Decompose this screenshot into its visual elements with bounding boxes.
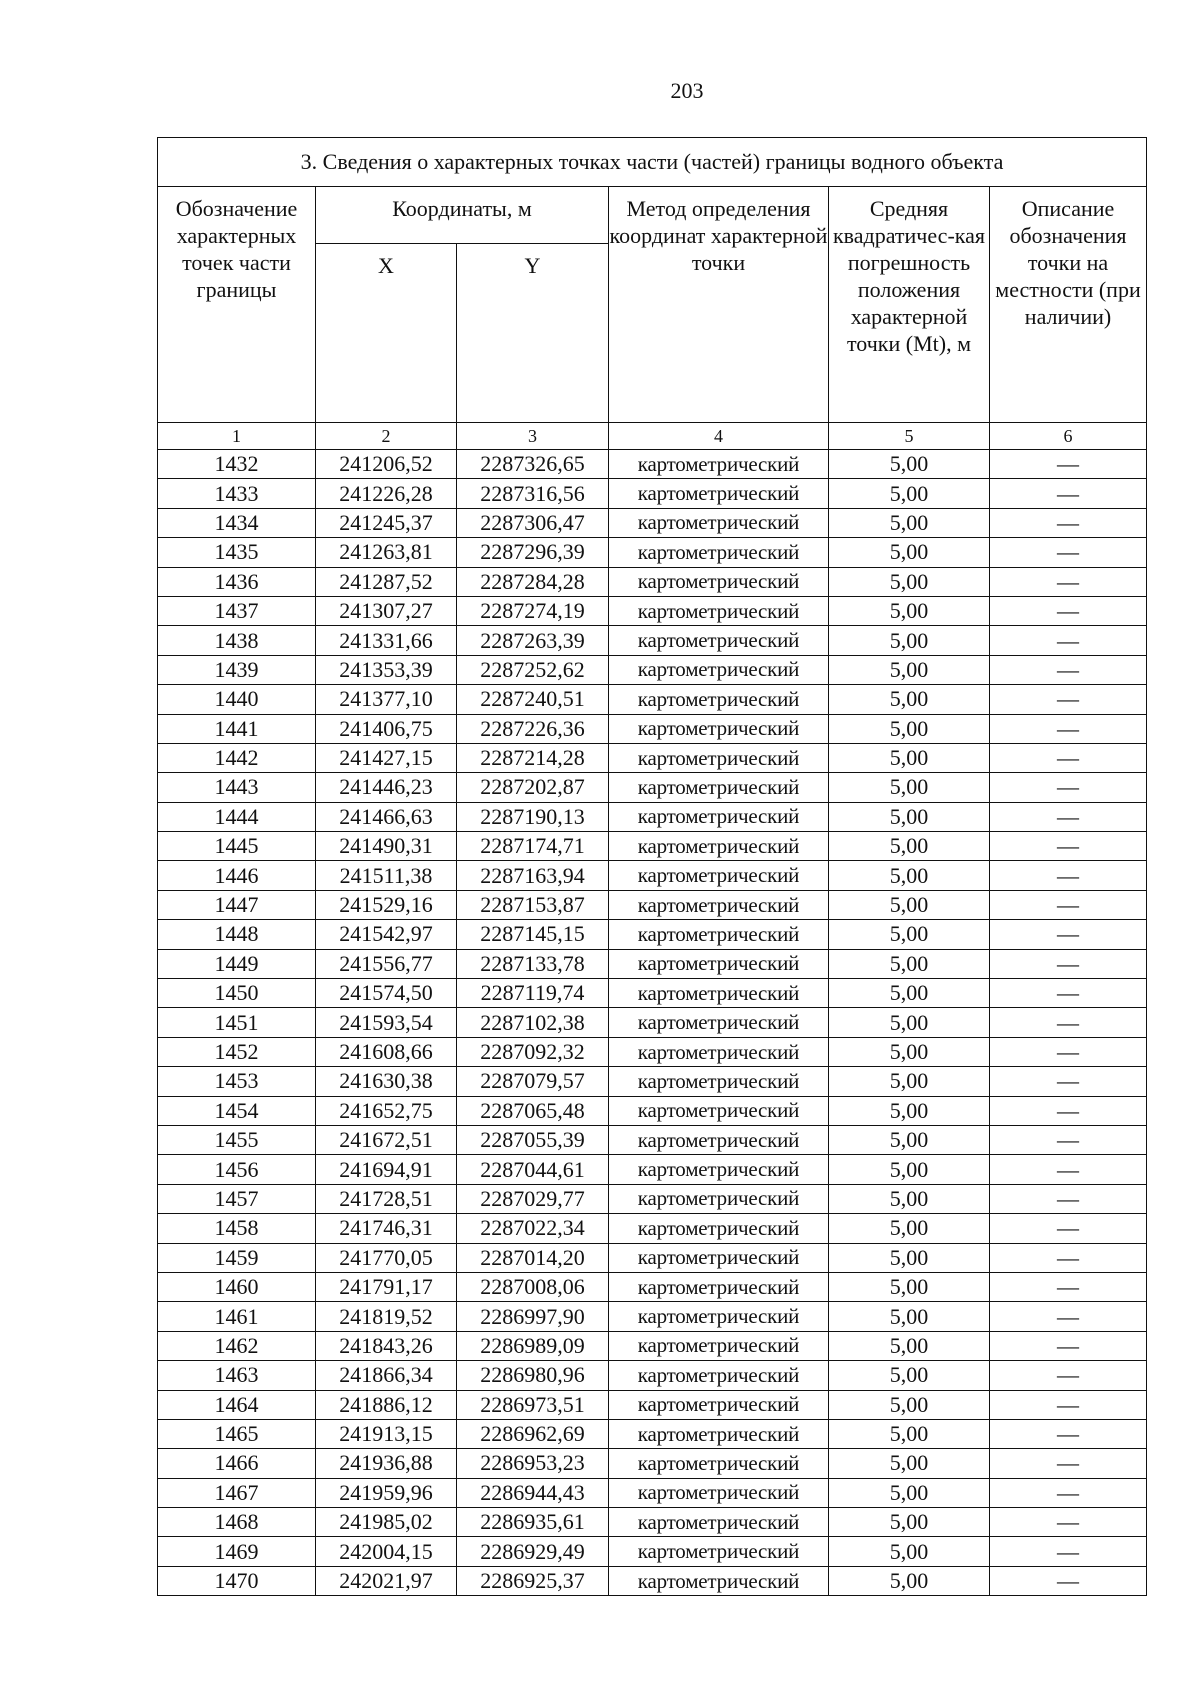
table-row xyxy=(158,1272,1147,1301)
cell-method: картометрический xyxy=(609,714,829,743)
cell-y: 2286929,49 xyxy=(457,1537,609,1566)
cell-mt: 5,00 xyxy=(829,685,990,714)
cell-mt: 5,00 xyxy=(829,920,990,949)
cell-point: 1470 xyxy=(158,1566,316,1595)
cell-description: — xyxy=(990,773,1147,802)
cell-y: 2287008,06 xyxy=(457,1272,609,1301)
cell-mt: 5,00 xyxy=(829,1566,990,1595)
cell-description: — xyxy=(990,626,1147,655)
cell-mt: 5,00 xyxy=(829,1478,990,1507)
table-row xyxy=(158,920,1147,949)
cell-y: 2287055,39 xyxy=(457,1125,609,1154)
table-row xyxy=(158,626,1147,655)
cell-mt: 5,00 xyxy=(829,1008,990,1037)
cell-method: картометрический xyxy=(609,538,829,567)
cell-point: 1460 xyxy=(158,1272,316,1301)
cell-y: 2287174,71 xyxy=(457,832,609,861)
cell-x: 241770,05 xyxy=(316,1243,457,1272)
cell-description: — xyxy=(990,1272,1147,1301)
table-row xyxy=(158,802,1147,831)
cell-mt: 5,00 xyxy=(829,596,990,625)
cell-method: картометрический xyxy=(609,450,829,479)
cell-method: картометрический xyxy=(609,1272,829,1301)
cell-mt: 5,00 xyxy=(829,1449,990,1478)
cell-description: — xyxy=(990,685,1147,714)
cell-point: 1450 xyxy=(158,979,316,1008)
cell-point: 1448 xyxy=(158,920,316,949)
cell-x: 241819,52 xyxy=(316,1302,457,1331)
table-caption-row xyxy=(158,138,1147,187)
cell-method: картометрический xyxy=(609,949,829,978)
cell-point: 1439 xyxy=(158,655,316,684)
table-row xyxy=(158,538,1147,567)
cell-method: картометрический xyxy=(609,1390,829,1419)
cell-method: картометрический xyxy=(609,1243,829,1272)
table-row xyxy=(158,949,1147,978)
cell-x: 241206,52 xyxy=(316,450,457,479)
cell-x: 241672,51 xyxy=(316,1125,457,1154)
cell-x: 241406,75 xyxy=(316,714,457,743)
cell-x: 241866,34 xyxy=(316,1361,457,1390)
cell-method: картометрический xyxy=(609,1478,829,1507)
cell-x: 241353,39 xyxy=(316,655,457,684)
cell-description: — xyxy=(990,1419,1147,1448)
cell-x: 242004,15 xyxy=(316,1537,457,1566)
cell-x: 241728,51 xyxy=(316,1184,457,1213)
cell-method: картометрический xyxy=(609,1419,829,1448)
cell-point: 1438 xyxy=(158,626,316,655)
table-row xyxy=(158,655,1147,684)
cell-x: 242021,97 xyxy=(316,1566,457,1595)
cell-x: 241913,15 xyxy=(316,1419,457,1448)
cell-x: 241593,54 xyxy=(316,1008,457,1037)
cell-point: 1436 xyxy=(158,567,316,596)
cell-method: картометрический xyxy=(609,1331,829,1360)
column-number: 2 xyxy=(316,423,457,450)
cell-x: 241556,77 xyxy=(316,949,457,978)
cell-point: 1452 xyxy=(158,1037,316,1066)
column-number: 5 xyxy=(829,423,990,450)
cell-description: — xyxy=(990,1037,1147,1066)
cell-point: 1443 xyxy=(158,773,316,802)
cell-description: — xyxy=(990,1566,1147,1595)
cell-y: 2287284,28 xyxy=(457,567,609,596)
cell-description: — xyxy=(990,861,1147,890)
cell-y: 2287119,74 xyxy=(457,979,609,1008)
cell-description: — xyxy=(990,1125,1147,1154)
cell-method: картометрический xyxy=(609,1037,829,1066)
cell-y: 2287092,32 xyxy=(457,1037,609,1066)
cell-y: 2287163,94 xyxy=(457,861,609,890)
cell-description: — xyxy=(990,979,1147,1008)
cell-y: 2287252,62 xyxy=(457,655,609,684)
table-row xyxy=(158,1096,1147,1125)
cell-point: 1455 xyxy=(158,1125,316,1154)
cell-x: 241574,50 xyxy=(316,979,457,1008)
cell-method: картометрический xyxy=(609,1508,829,1537)
cell-method: картометрический xyxy=(609,655,829,684)
cell-method: картометрический xyxy=(609,1155,829,1184)
cell-y: 2286989,09 xyxy=(457,1331,609,1360)
table-row xyxy=(158,1243,1147,1272)
cell-x: 241529,16 xyxy=(316,890,457,919)
cell-description: — xyxy=(990,538,1147,567)
cell-description: — xyxy=(990,450,1147,479)
cell-y: 2286935,61 xyxy=(457,1508,609,1537)
cell-x: 241287,52 xyxy=(316,567,457,596)
cell-method: картометрический xyxy=(609,1361,829,1390)
cell-mt: 5,00 xyxy=(829,1243,990,1272)
cell-y: 2287240,51 xyxy=(457,685,609,714)
cell-y: 2287102,38 xyxy=(457,1008,609,1037)
cell-x: 241511,38 xyxy=(316,861,457,890)
cell-x: 241886,12 xyxy=(316,1390,457,1419)
table-row xyxy=(158,890,1147,919)
cell-mt: 5,00 xyxy=(829,479,990,508)
cell-point: 1465 xyxy=(158,1419,316,1448)
cell-point: 1462 xyxy=(158,1331,316,1360)
cell-description: — xyxy=(990,1478,1147,1507)
cell-method: картометрический xyxy=(609,1008,829,1037)
cell-x: 241226,28 xyxy=(316,479,457,508)
table-row xyxy=(158,1537,1147,1566)
cell-point: 1459 xyxy=(158,1243,316,1272)
cell-x: 241652,75 xyxy=(316,1096,457,1125)
cell-x: 241791,17 xyxy=(316,1272,457,1301)
cell-x: 241694,91 xyxy=(316,1155,457,1184)
cell-point: 1449 xyxy=(158,949,316,978)
table-row xyxy=(158,508,1147,537)
boundary-points-table xyxy=(157,137,1147,1596)
table-row xyxy=(158,1331,1147,1360)
cell-method: картометрический xyxy=(609,1096,829,1125)
cell-mt: 5,00 xyxy=(829,1155,990,1184)
cell-point: 1435 xyxy=(158,538,316,567)
cell-mt: 5,00 xyxy=(829,979,990,1008)
cell-mt: 5,00 xyxy=(829,1390,990,1419)
cell-y: 2287065,48 xyxy=(457,1096,609,1125)
cell-mt: 5,00 xyxy=(829,1419,990,1448)
cell-point: 1458 xyxy=(158,1214,316,1243)
cell-description: — xyxy=(990,1008,1147,1037)
cell-method: картометрический xyxy=(609,508,829,537)
cell-description: — xyxy=(990,1184,1147,1213)
cell-method: картометрический xyxy=(609,832,829,861)
cell-description: — xyxy=(990,596,1147,625)
cell-mt: 5,00 xyxy=(829,626,990,655)
cell-description: — xyxy=(990,1331,1147,1360)
header-row xyxy=(158,187,1147,244)
cell-method: картометрический xyxy=(609,1449,829,1478)
cell-description: — xyxy=(990,1449,1147,1478)
table-row xyxy=(158,979,1147,1008)
cell-y: 2287029,77 xyxy=(457,1184,609,1213)
cell-x: 241377,10 xyxy=(316,685,457,714)
cell-mt: 5,00 xyxy=(829,1272,990,1301)
cell-x: 241843,26 xyxy=(316,1331,457,1360)
cell-y: 2287214,28 xyxy=(457,743,609,772)
cell-point: 1457 xyxy=(158,1184,316,1213)
cell-y: 2287145,15 xyxy=(457,920,609,949)
table-row xyxy=(158,714,1147,743)
cell-mt: 5,00 xyxy=(829,802,990,831)
cell-method: картометрический xyxy=(609,802,829,831)
cell-description: — xyxy=(990,1390,1147,1419)
cell-point: 1432 xyxy=(158,450,316,479)
table-row xyxy=(158,479,1147,508)
column-number-row xyxy=(158,423,1147,450)
cell-y: 2286997,90 xyxy=(457,1302,609,1331)
table-row xyxy=(158,1390,1147,1419)
table-row xyxy=(158,773,1147,802)
cell-point: 1466 xyxy=(158,1449,316,1478)
cell-point: 1456 xyxy=(158,1155,316,1184)
cell-y: 2286925,37 xyxy=(457,1566,609,1595)
cell-x: 241542,97 xyxy=(316,920,457,949)
cell-mt: 5,00 xyxy=(829,1537,990,1566)
table-row xyxy=(158,1067,1147,1096)
cell-method: картометрический xyxy=(609,1537,829,1566)
cell-x: 241985,02 xyxy=(316,1508,457,1537)
cell-point: 1453 xyxy=(158,1067,316,1096)
cell-method: картометрический xyxy=(609,1125,829,1154)
cell-mt: 5,00 xyxy=(829,1125,990,1154)
cell-description: — xyxy=(990,508,1147,537)
cell-method: картометрический xyxy=(609,479,829,508)
table-row xyxy=(158,596,1147,625)
cell-mt: 5,00 xyxy=(829,538,990,567)
cell-y: 2287133,78 xyxy=(457,949,609,978)
cell-y: 2286944,43 xyxy=(457,1478,609,1507)
cell-mt: 5,00 xyxy=(829,1184,990,1213)
cell-point: 1451 xyxy=(158,1008,316,1037)
cell-mt: 5,00 xyxy=(829,1214,990,1243)
cell-method: картометрический xyxy=(609,626,829,655)
cell-y: 2286962,69 xyxy=(457,1419,609,1448)
table-row xyxy=(158,1508,1147,1537)
cell-x: 241746,31 xyxy=(316,1214,457,1243)
table-row xyxy=(158,1449,1147,1478)
header-y: Y xyxy=(457,244,609,423)
cell-x: 241466,63 xyxy=(316,802,457,831)
cell-mt: 5,00 xyxy=(829,655,990,684)
table-row xyxy=(158,1008,1147,1037)
cell-x: 241630,38 xyxy=(316,1067,457,1096)
cell-mt: 5,00 xyxy=(829,567,990,596)
cell-point: 1469 xyxy=(158,1537,316,1566)
table-row xyxy=(158,832,1147,861)
table-row xyxy=(158,1302,1147,1331)
cell-mt: 5,00 xyxy=(829,1508,990,1537)
cell-method: картометрический xyxy=(609,890,829,919)
cell-y: 2287296,39 xyxy=(457,538,609,567)
cell-mt: 5,00 xyxy=(829,1067,990,1096)
table-row xyxy=(158,1155,1147,1184)
cell-y: 2287022,34 xyxy=(457,1214,609,1243)
cell-x: 241263,81 xyxy=(316,538,457,567)
table-row xyxy=(158,1037,1147,1066)
cell-point: 1447 xyxy=(158,890,316,919)
cell-mt: 5,00 xyxy=(829,450,990,479)
cell-method: картометрический xyxy=(609,743,829,772)
cell-mt: 5,00 xyxy=(829,773,990,802)
cell-y: 2287153,87 xyxy=(457,890,609,919)
cell-method: картометрический xyxy=(609,1566,829,1595)
cell-point: 1440 xyxy=(158,685,316,714)
cell-y: 2287202,87 xyxy=(457,773,609,802)
cell-point: 1467 xyxy=(158,1478,316,1507)
cell-point: 1468 xyxy=(158,1508,316,1537)
cell-mt: 5,00 xyxy=(829,861,990,890)
cell-mt: 5,00 xyxy=(829,832,990,861)
table-caption: 3. Сведения о характерных точках части (частей) границы водного объекта xyxy=(158,138,1147,187)
cell-description: — xyxy=(990,1243,1147,1272)
column-number: 3 xyxy=(457,423,609,450)
cell-point: 1433 xyxy=(158,479,316,508)
table-row xyxy=(158,743,1147,772)
table-row xyxy=(158,1184,1147,1213)
cell-y: 2287263,39 xyxy=(457,626,609,655)
cell-y: 2287079,57 xyxy=(457,1067,609,1096)
cell-mt: 5,00 xyxy=(829,890,990,919)
cell-point: 1444 xyxy=(158,802,316,831)
cell-method: картометрический xyxy=(609,1067,829,1096)
cell-y: 2287044,61 xyxy=(457,1155,609,1184)
header-coordinates: Координаты, м xyxy=(316,187,609,244)
cell-mt: 5,00 xyxy=(829,1331,990,1360)
cell-y: 2286973,51 xyxy=(457,1390,609,1419)
cell-y: 2287014,20 xyxy=(457,1243,609,1272)
cell-mt: 5,00 xyxy=(829,1361,990,1390)
cell-y: 2287326,65 xyxy=(457,450,609,479)
cell-description: — xyxy=(990,920,1147,949)
cell-method: картометрический xyxy=(609,920,829,949)
cell-description: — xyxy=(990,479,1147,508)
cell-y: 2287226,36 xyxy=(457,714,609,743)
cell-point: 1437 xyxy=(158,596,316,625)
table-row xyxy=(158,1361,1147,1390)
cell-mt: 5,00 xyxy=(829,714,990,743)
table-row xyxy=(158,1419,1147,1448)
cell-point: 1442 xyxy=(158,743,316,772)
table-row xyxy=(158,1125,1147,1154)
cell-point: 1454 xyxy=(158,1096,316,1125)
cell-description: — xyxy=(990,1096,1147,1125)
page-number: 203 xyxy=(670,78,704,103)
header-rms-error: Средняя квадратичес-кая погрешность положения характерной точки (Mt), м xyxy=(829,187,990,423)
cell-description: — xyxy=(990,832,1147,861)
cell-description: — xyxy=(990,1302,1147,1331)
cell-mt: 5,00 xyxy=(829,1096,990,1125)
cell-y: 2287316,56 xyxy=(457,479,609,508)
table-row xyxy=(158,567,1147,596)
cell-description: — xyxy=(990,802,1147,831)
cell-method: картометрический xyxy=(609,596,829,625)
cell-x: 241936,88 xyxy=(316,1449,457,1478)
cell-description: — xyxy=(990,1067,1147,1096)
cell-mt: 5,00 xyxy=(829,1037,990,1066)
cell-x: 241331,66 xyxy=(316,626,457,655)
cell-method: картометрический xyxy=(609,773,829,802)
cell-point: 1463 xyxy=(158,1361,316,1390)
cell-mt: 5,00 xyxy=(829,743,990,772)
cell-point: 1441 xyxy=(158,714,316,743)
cell-x: 241446,23 xyxy=(316,773,457,802)
cell-mt: 5,00 xyxy=(829,1302,990,1331)
cell-point: 1434 xyxy=(158,508,316,537)
cell-description: — xyxy=(990,890,1147,919)
cell-mt: 5,00 xyxy=(829,949,990,978)
cell-y: 2286953,23 xyxy=(457,1449,609,1478)
table-row xyxy=(158,1214,1147,1243)
cell-description: — xyxy=(990,743,1147,772)
cell-x: 241490,31 xyxy=(316,832,457,861)
header-x: X xyxy=(316,244,457,423)
cell-x: 241959,96 xyxy=(316,1478,457,1507)
cell-method: картометрический xyxy=(609,861,829,890)
cell-x: 241427,15 xyxy=(316,743,457,772)
cell-method: картометрический xyxy=(609,567,829,596)
cell-method: картометрический xyxy=(609,685,829,714)
cell-mt: 5,00 xyxy=(829,508,990,537)
cell-description: — xyxy=(990,1155,1147,1184)
cell-description: — xyxy=(990,567,1147,596)
table-row xyxy=(158,450,1147,479)
column-number: 1 xyxy=(158,423,316,450)
column-number: 6 xyxy=(990,423,1147,450)
cell-x: 241245,37 xyxy=(316,508,457,537)
cell-point: 1446 xyxy=(158,861,316,890)
cell-description: — xyxy=(990,714,1147,743)
cell-x: 241307,27 xyxy=(316,596,457,625)
cell-y: 2286980,96 xyxy=(457,1361,609,1390)
cell-y: 2287274,19 xyxy=(457,596,609,625)
header-method: Метод определения координат характерной точки xyxy=(609,187,829,423)
cell-method: картометрический xyxy=(609,1302,829,1331)
cell-point: 1445 xyxy=(158,832,316,861)
table-row xyxy=(158,1566,1147,1595)
cell-point: 1461 xyxy=(158,1302,316,1331)
header-point-designation: Обозначение характерных точек части границы xyxy=(158,187,316,423)
header-description: Описание обозначения точки на местности (при наличии) xyxy=(990,187,1147,423)
cell-method: картометрический xyxy=(609,1214,829,1243)
cell-method: картометрический xyxy=(609,1184,829,1213)
cell-description: — xyxy=(990,1214,1147,1243)
cell-description: — xyxy=(990,1508,1147,1537)
cell-description: — xyxy=(990,1537,1147,1566)
table-row xyxy=(158,1478,1147,1507)
cell-y: 2287306,47 xyxy=(457,508,609,537)
cell-description: — xyxy=(990,1361,1147,1390)
table-row xyxy=(158,685,1147,714)
cell-x: 241608,66 xyxy=(316,1037,457,1066)
cell-point: 1464 xyxy=(158,1390,316,1419)
cell-description: — xyxy=(990,655,1147,684)
cell-y: 2287190,13 xyxy=(457,802,609,831)
column-number: 4 xyxy=(609,423,829,450)
table-row xyxy=(158,861,1147,890)
cell-method: картометрический xyxy=(609,979,829,1008)
cell-description: — xyxy=(990,949,1147,978)
